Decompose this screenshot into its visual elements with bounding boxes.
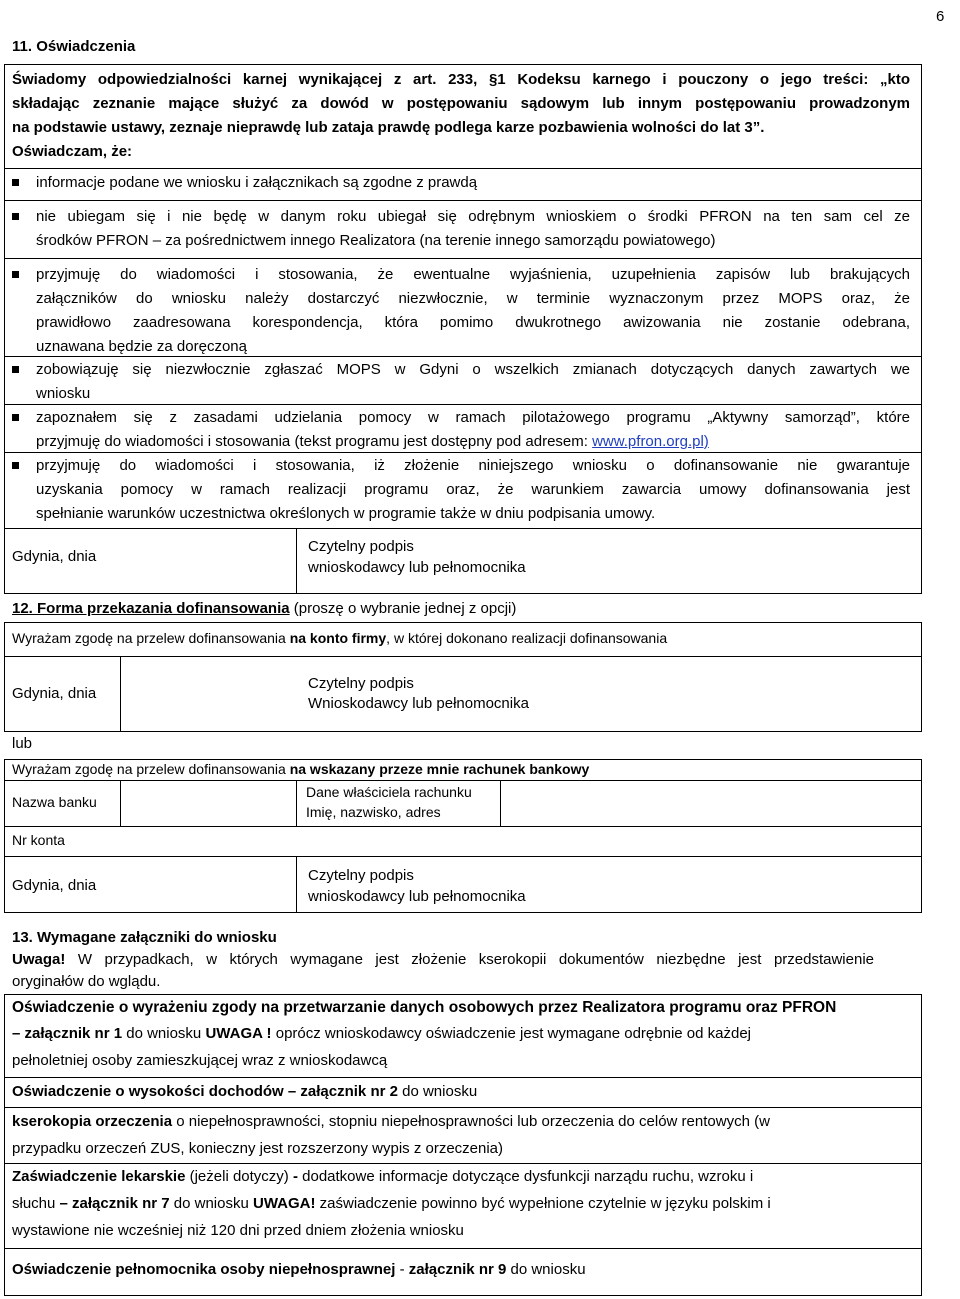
attachment-number: załącznik nr 9 bbox=[408, 1261, 507, 1278]
attachment-text: do wniosku bbox=[122, 1025, 206, 1042]
attachment-4-line-3: wystawione nie wcześniej niż 120 dni przed dniem złożenia wniosku bbox=[12, 1222, 464, 1239]
divider bbox=[500, 780, 501, 826]
divider bbox=[4, 780, 922, 781]
divider bbox=[4, 258, 922, 259]
section-11-title: 11. Oświadczenia bbox=[12, 38, 136, 55]
declaration-item-4-line-2: wniosku bbox=[36, 385, 91, 402]
account-owner-label-line-2: Imię, nazwisko, adres bbox=[306, 804, 441, 820]
attachment-5 bbox=[12, 1261, 586, 1278]
divider bbox=[4, 356, 922, 357]
signature-label-line-2: wnioskodawcy lub pełnomocnika bbox=[308, 559, 526, 576]
attachment-text: (jeżeli dotyczy) bbox=[185, 1168, 293, 1185]
attachment-3-line-2: przypadku orzeczeń ZUS, konieczny jest rozszerzony wypis z orzeczenia) bbox=[12, 1140, 504, 1157]
divider bbox=[4, 1107, 922, 1108]
attachment-text: - bbox=[395, 1261, 409, 1278]
declaration-item-6-line-1: przyjmuję do wiadomości i stosowania, iż złożenie niniejszego wniosku o dofinansowanie nie gwarantuje bbox=[36, 457, 910, 474]
warning-text: W przypadkach, w których wymagane jest złożenie kserokopii dokumentów niezbędne jest przedstawienie bbox=[65, 951, 874, 968]
option-text-bold: na wskazany przeze mnie rachunek bankowy bbox=[289, 761, 590, 777]
account-number-label: Nr konta bbox=[12, 832, 65, 848]
divider bbox=[4, 404, 922, 405]
declaration-item-5-line-2 bbox=[36, 433, 709, 450]
declaration-item-3-line-1: przyjmuję do wiadomości i stosowania, że ewentualne wyjaśnienia, uzupełnienia zapisów lub brakujących bbox=[36, 266, 910, 283]
divider bbox=[4, 528, 922, 529]
attachment-1-line-2 bbox=[12, 1025, 751, 1042]
intro-line-3: na podstawie ustawy, zeznaje nieprawdę lub zataja prawdę podlega karze pozbawienia wolności do lat 3”. bbox=[12, 119, 765, 136]
warning-label: Uwaga! bbox=[12, 951, 66, 968]
place-date-label: Gdynia, dnia bbox=[12, 548, 97, 565]
divider bbox=[4, 856, 922, 857]
section-12-title bbox=[12, 600, 516, 617]
signature-label-line-1: Czytelny podpis bbox=[308, 675, 414, 692]
divider bbox=[296, 856, 297, 913]
bullet-icon bbox=[12, 179, 19, 186]
warning-line-1 bbox=[12, 951, 874, 968]
attachment-dash: - bbox=[292, 1168, 298, 1185]
signature-label-line-2: Wnioskodawcy lub pełnomocnika bbox=[308, 695, 529, 712]
signature-label-line-2: wnioskodawcy lub pełnomocnika bbox=[308, 888, 526, 905]
declaration-item-6-line-2: uzyskania pomocy w ramach realizacji programu oraz, że warunkiem zawarcia umowy dofinansowania jest bbox=[36, 481, 910, 498]
declare-label: Oświadczam, że: bbox=[12, 143, 133, 160]
attachment-title: Oświadczenie pełnomocnika osoby niepełnosprawnej bbox=[12, 1261, 396, 1278]
signature-label-line-1: Czytelny podpis bbox=[308, 867, 414, 884]
divider bbox=[4, 826, 922, 827]
bullet-icon bbox=[12, 462, 19, 469]
divider bbox=[4, 1163, 922, 1164]
option-text-suffix: , w której dokonano realizacji dofinansowania bbox=[386, 630, 668, 646]
bullet-icon bbox=[12, 213, 19, 220]
attachment-1-line-1: Oświadczenie o wyrażeniu zgody na przetwarzanie danych osobowych przez Realizatora programu oraz PFRON bbox=[12, 999, 837, 1016]
attachment-text: do wniosku bbox=[169, 1195, 253, 1212]
declaration-item-1: informacje podane we wniosku i załącznikach są zgodne z prawdą bbox=[36, 174, 478, 191]
intro-line-2: składając zeznanie mające służyć za dowód w postępowaniu sądowym lub innym postępowaniu prowadzonym bbox=[12, 95, 910, 112]
divider bbox=[120, 780, 121, 826]
attachment-text: do wniosku bbox=[397, 1083, 478, 1100]
divider bbox=[4, 452, 922, 453]
pfron-link[interactable]: www.pfron.org.pl) bbox=[592, 433, 709, 450]
divider bbox=[4, 168, 922, 169]
divider bbox=[4, 200, 922, 201]
attachment-text: zaświadczenie powinno być wypełnione czytelnie w języku polskim i bbox=[315, 1195, 771, 1212]
declaration-item-4-line-1: zobowiązuję się niezwłocznie zgłaszać MOPS w Gdyni o wszelkich zmianach dotyczących danych zawartych we bbox=[36, 361, 910, 378]
declaration-item-3-line-4: uznawana będzie za doręczoną bbox=[36, 338, 247, 355]
attachment-warning: UWAGA ! bbox=[205, 1025, 272, 1042]
attachment-text: słuchu bbox=[12, 1195, 60, 1212]
account-owner-label-line-1: Dane właściciela rachunku bbox=[306, 784, 472, 800]
option-text-bold: na konto firmy bbox=[289, 630, 387, 646]
section-12-title-bold: 12. Forma przekazania dofinansowania bbox=[12, 600, 290, 617]
divider bbox=[296, 780, 297, 826]
divider bbox=[4, 656, 922, 657]
section-13-title: 13. Wymagane załączniki do wniosku bbox=[12, 929, 277, 946]
or-label: lub bbox=[12, 735, 33, 752]
signature-label-line-1: Czytelny podpis bbox=[308, 538, 414, 555]
attachment-text: dodatkowe informacje dotyczące dysfunkcji narządu ruchu, wzroku i bbox=[297, 1168, 754, 1185]
bank-name-label: Nazwa banku bbox=[12, 794, 97, 810]
declaration-item-2-line-2: środków PFRON – za pośrednictwem innego Realizatora (na terenie innego samorządu powiatowego) bbox=[36, 232, 716, 249]
divider bbox=[4, 1248, 922, 1249]
intro-line-1: Świadomy odpowiedzialności karnej wynikającej z art. 233, §1 Kodeksu karnego i pouczony o jego treści: „kto bbox=[12, 71, 910, 88]
attachment-title: kserokopia orzeczenia bbox=[12, 1113, 173, 1130]
attachment-number: – załącznik nr 7 bbox=[59, 1195, 170, 1212]
attachment-1-line-3: pełnoletniej osoby zamieszkującej wraz z wnioskodawcą bbox=[12, 1052, 388, 1069]
divider bbox=[120, 656, 121, 732]
attachment-title: Oświadczenie o wysokości dochodów – załącznik nr 2 bbox=[12, 1083, 398, 1100]
attachment-title: Zaświadczenie lekarskie bbox=[12, 1168, 186, 1185]
option-company-account-text[interactable] bbox=[12, 630, 667, 646]
declaration-item-3-line-2: załączników do wniosku należy dostarczyć niezwłocznie, w terminie wyznaczonym przez MOPS oraz, że bbox=[36, 290, 910, 307]
attachment-text: oprócz wnioskodawcy oświadczenie jest wymagane odrębnie od każdej bbox=[271, 1025, 751, 1042]
declaration-item-3-line-3: prawidłowo zaadresowana korespondencja, która pomimo dwukrotnego awizowania nie zostanie odebrana, bbox=[36, 314, 910, 331]
bullet-icon bbox=[12, 414, 19, 421]
divider bbox=[4, 1077, 922, 1078]
declaration-item-2-line-1: nie ubiegam się i nie będę w danym roku ubiegał się odrębnym wnioskiem o środki PFRON na ten sam cel ze bbox=[36, 208, 910, 225]
declaration-item-5-line-1: zapoznałem się z zasadami udzielania pomocy w ramach pilotażowego programu „Aktywny samorząd”, które bbox=[36, 409, 910, 426]
declaration-item-5-text: przyjmuję do wiadomości i stosowania (tekst programu jest dostępny pod adresem: bbox=[36, 433, 593, 450]
attachment-2 bbox=[12, 1083, 477, 1100]
attachment-warning: UWAGA! bbox=[252, 1195, 316, 1212]
option-text-prefix: Wyrażam zgodę na przelew dofinansowania bbox=[12, 630, 290, 646]
attachment-4-line-2 bbox=[12, 1195, 771, 1212]
attachment-4-line-1 bbox=[12, 1168, 753, 1185]
option-bank-account-text[interactable] bbox=[12, 761, 589, 777]
warning-line-2: oryginałów do wglądu. bbox=[12, 973, 161, 990]
attachment-number: – załącznik nr 1 bbox=[12, 1025, 123, 1042]
attachment-text: o niepełnosprawności, stopniu niepełnosprawności lub orzeczenia do celów rentowych (w bbox=[172, 1113, 770, 1130]
attachment-text: do wniosku bbox=[506, 1261, 586, 1278]
declaration-item-6-line-3: spełnianie warunków uczestnictwa określonych w programie także w dniu podpisania umowy. bbox=[36, 505, 656, 522]
option-text-prefix: Wyrażam zgodę na przelew dofinansowania bbox=[12, 761, 290, 777]
bullet-icon bbox=[12, 271, 19, 278]
place-date-label: Gdynia, dnia bbox=[12, 685, 97, 702]
page-number: 6 bbox=[936, 8, 945, 25]
divider bbox=[296, 528, 297, 594]
place-date-label: Gdynia, dnia bbox=[12, 877, 97, 894]
attachment-3-line-1 bbox=[12, 1113, 770, 1130]
bullet-icon bbox=[12, 366, 19, 373]
section-12-title-note: (proszę o wybranie jednej z opcji) bbox=[289, 600, 517, 617]
